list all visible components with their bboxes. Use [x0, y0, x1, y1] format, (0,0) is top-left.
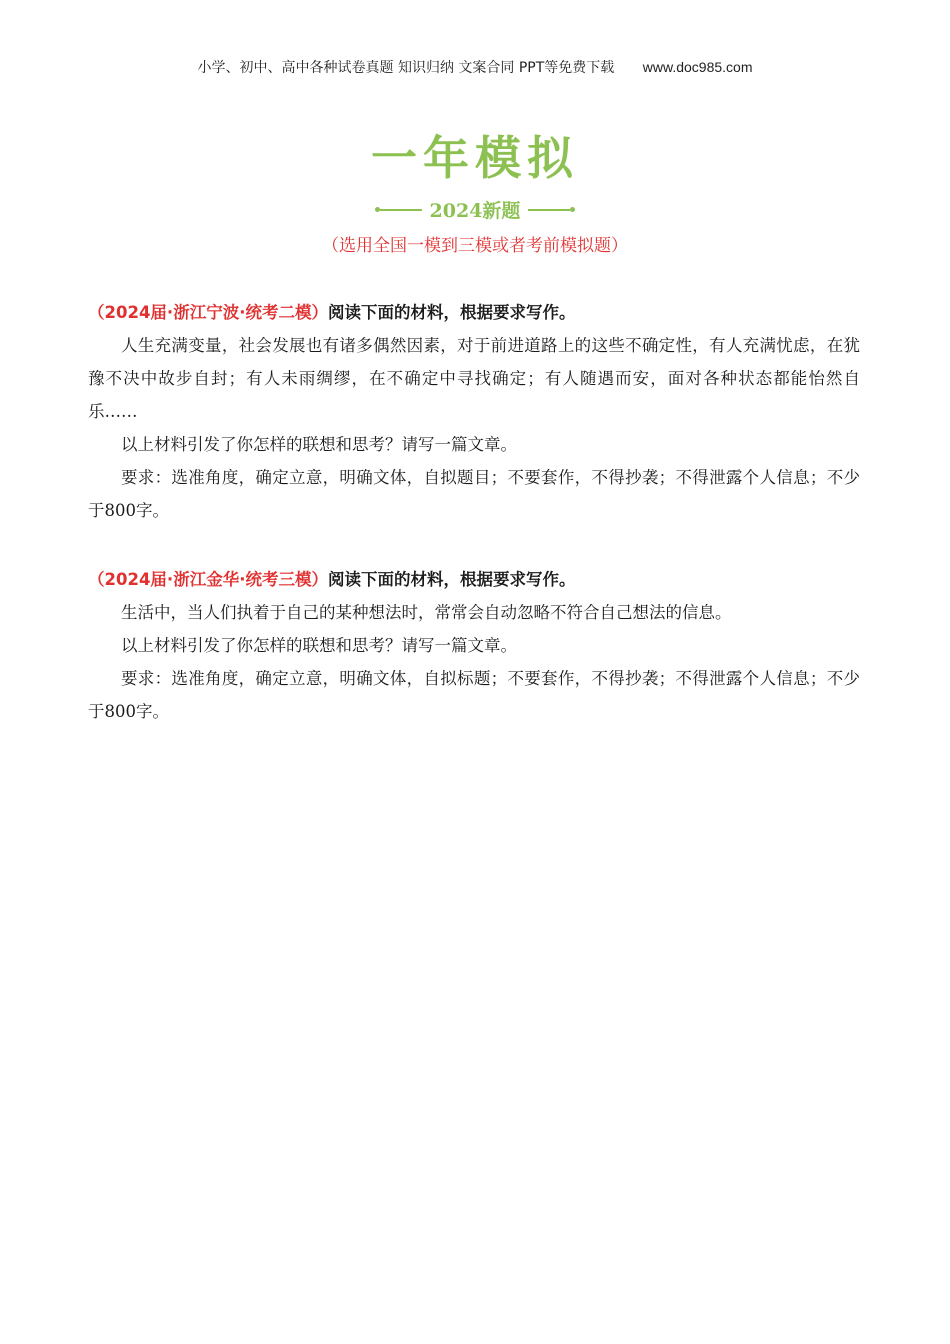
banner-subtitle-row — [0, 196, 950, 223]
question-title — [88, 296, 860, 329]
question-2 — [88, 563, 860, 728]
left-divider — [375, 207, 422, 212]
banner-title: 一年模拟 — [371, 131, 579, 185]
right-divider — [528, 207, 575, 212]
question-source: （2024届·浙江宁波·统考二模） — [88, 303, 328, 322]
header-text: 小学、初中、高中各种试卷真题 知识归纳 文案合同 PPT等免费下载 — [197, 60, 615, 76]
page-header — [0, 57, 950, 77]
banner-note: （选用全国一模到三模或者考前模拟题） — [322, 236, 628, 256]
question-requirement: 要求：选准角度，确定立意，明确文体，自拟题目；不要套作，不得抄袭；不得泄露个人信息；不少于800字。 — [88, 468, 860, 520]
question-requirement: 要求：选准角度，确定立意，明确文体，自拟标题；不要套作，不得抄袭；不得泄露个人信息；不少于800字。 — [88, 669, 860, 721]
question-instruction: 阅读下面的材料，根据要求写作。 — [327, 303, 576, 322]
question-1 — [88, 296, 860, 527]
question-instruction: 阅读下面的材料，根据要求写作。 — [327, 570, 576, 589]
question-source: （2024届·浙江金华·统考三模） — [88, 570, 328, 589]
question-title — [88, 563, 860, 596]
question-prompt: 以上材料引发了你怎样的联想和思考？请写一篇文章。 — [121, 435, 517, 454]
header-url[interactable]: www.doc985.com — [642, 59, 753, 75]
question-prompt: 以上材料引发了你怎样的联想和思考？请写一篇文章。 — [121, 636, 517, 655]
banner — [0, 128, 950, 256]
question-material: 生活中，当人们执着于自己的某种想法时，常常会自动忽略不符合自己想法的信息。 — [121, 603, 732, 622]
question-material: 人生充满变量，社会发展也有诸多偶然因素，对于前进道路上的这些不确定性，有人充满忧虑，在犹豫不决中故步自封；有人未雨绸缪，在不确定中寻找确定；有人随遇而安，面对各种状态都能怡然自乐…… — [88, 336, 860, 421]
banner-subtitle: 2024新题 — [429, 200, 521, 222]
